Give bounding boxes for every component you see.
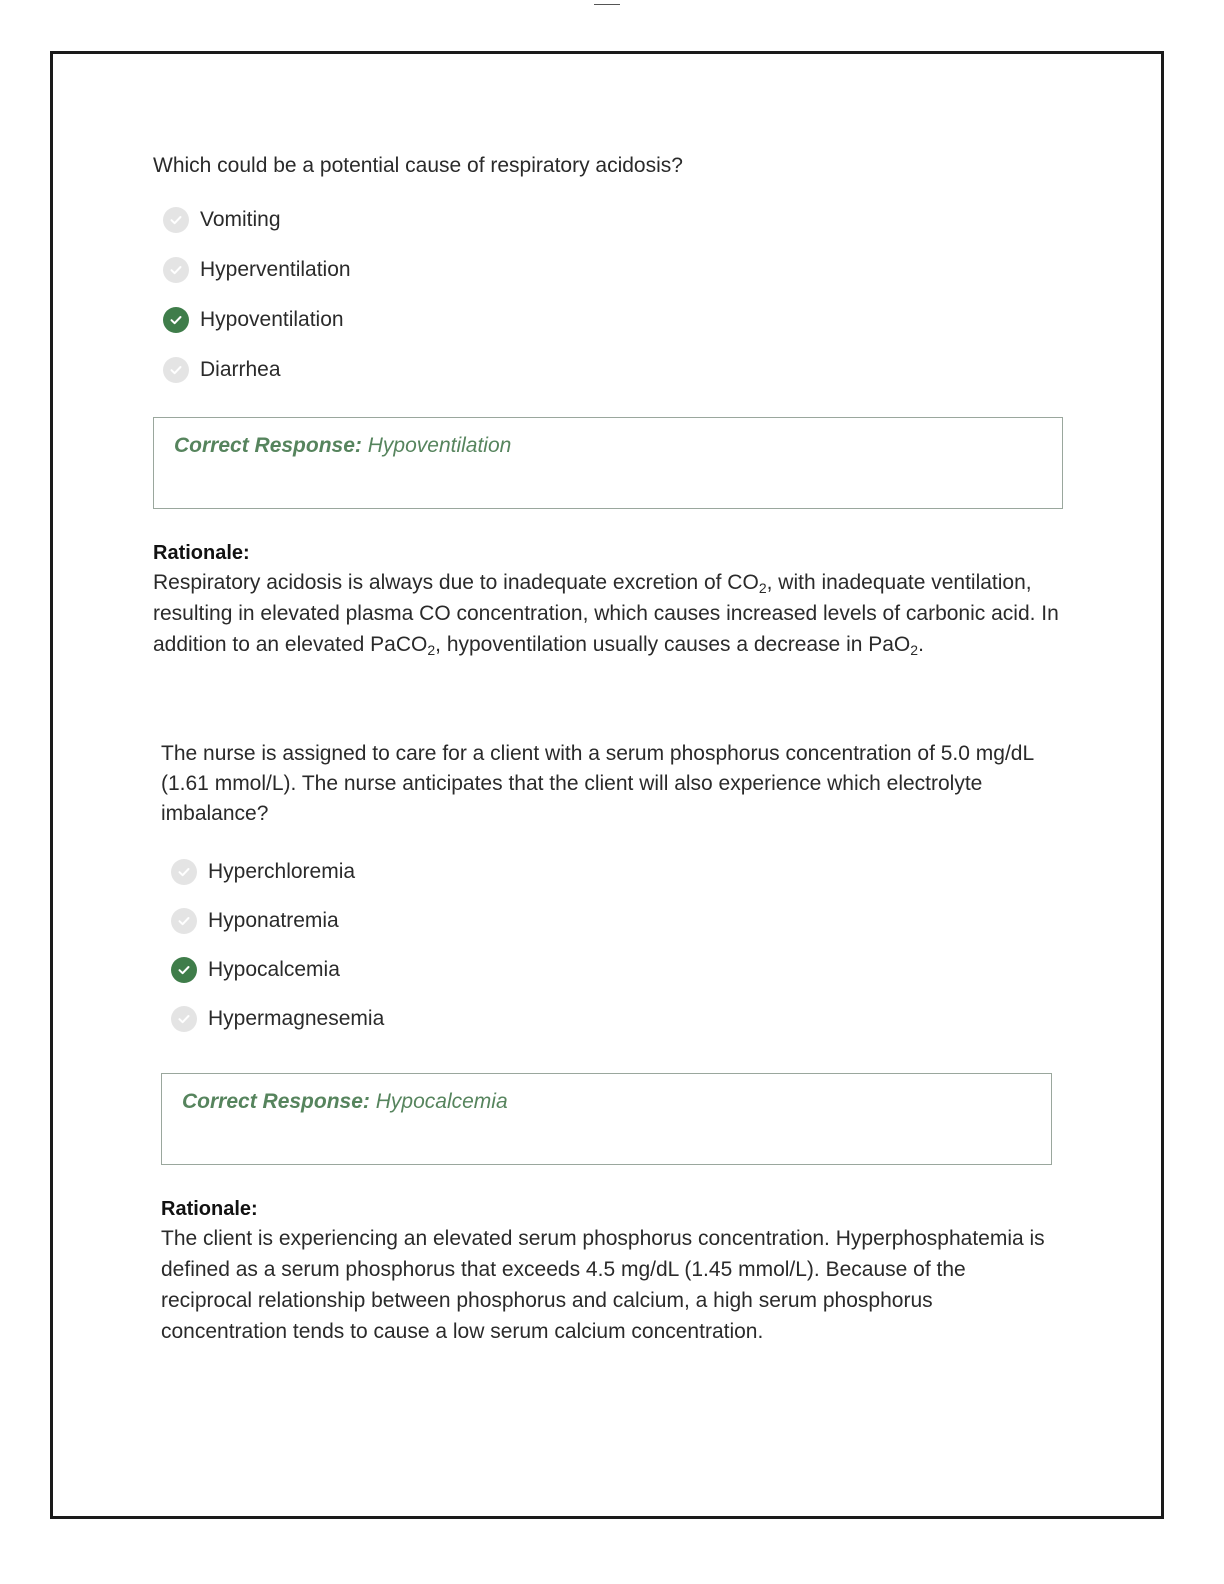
option-label: Hyponatremia	[208, 908, 339, 932]
empty-radio-icon[interactable]	[171, 908, 197, 934]
option-label: Hyperventilation	[200, 258, 351, 281]
question-block-1	[153, 151, 1083, 660]
rationale-text: The client is experiencing an elevated serum phosphorus concentration. Hyperphosphatemia is defined as a serum phosphorus that exceeds 4.5 mg/dL (1.45 mmol/L). Because of the reciprocal relationship between phosphorus and calcium, a high serum phosphorus concentration tends to cause a low serum calcium concentration.	[161, 1227, 1045, 1343]
option-label: Hypoventilation	[200, 308, 344, 331]
answer-option-selected[interactable]	[153, 295, 1083, 345]
answer-option[interactable]	[161, 896, 1061, 945]
rationale-part: .	[918, 633, 924, 656]
answer-option[interactable]	[161, 994, 1061, 1043]
option-label: Diarrhea	[200, 358, 281, 381]
correct-response-box	[153, 417, 1063, 509]
answer-option[interactable]	[153, 195, 1083, 245]
rationale-heading: Rationale:	[161, 1198, 258, 1220]
question-text: The nurse is assigned to care for a client with a serum phosphorus concentration of 5.0 mg/dL (1.61 mmol/L). The nurse anticipates that the client will also experience which electrolyte imbalance?	[161, 742, 1034, 825]
correct-response-label: Correct Response:	[182, 1090, 370, 1113]
empty-radio-icon[interactable]	[171, 1006, 197, 1032]
subscript: 2	[910, 642, 919, 658]
subscript: 2	[758, 580, 767, 596]
correct-response-box	[161, 1073, 1052, 1165]
correct-response-answer: Hypocalcemia	[375, 1090, 508, 1113]
check-circle-icon[interactable]	[171, 957, 197, 983]
option-label: Hyperchloremia	[208, 859, 356, 883]
answer-options	[161, 847, 1061, 1043]
rationale-part: Respiratory acidosis is always due to inadequate excretion of CO	[153, 571, 759, 594]
question-block-2	[161, 739, 1061, 1347]
rationale-part: , hypoventilation usually causes a decrease in PaO	[435, 633, 911, 656]
check-circle-icon[interactable]	[163, 307, 189, 333]
header-mark	[594, 4, 620, 5]
answer-option[interactable]	[153, 345, 1083, 395]
option-label: Vomiting	[200, 208, 281, 231]
rationale-part: , with inadequate ventilation, resulting in elevated plasma CO concentration, which causes increased levels of carbonic acid. In addition to an elevated PaCO	[153, 571, 1059, 656]
answer-option-selected[interactable]	[161, 945, 1061, 994]
rationale-text	[153, 567, 1063, 660]
answer-option[interactable]	[161, 847, 1061, 896]
rationale-heading: Rationale:	[153, 542, 250, 564]
empty-radio-icon[interactable]	[163, 357, 189, 383]
question-text: Which could be a potential cause of respiratory acidosis?	[153, 154, 683, 177]
empty-radio-icon[interactable]	[163, 257, 189, 283]
answer-options	[153, 195, 1083, 395]
subscript: 2	[427, 642, 436, 658]
empty-radio-icon[interactable]	[171, 859, 197, 885]
answer-option[interactable]	[153, 245, 1083, 295]
empty-radio-icon[interactable]	[163, 207, 189, 233]
option-label: Hypocalcemia	[208, 957, 340, 981]
correct-response-answer: Hypoventilation	[367, 434, 512, 457]
option-label: Hypermagnesemia	[208, 1006, 385, 1030]
correct-response-label: Correct Response:	[174, 434, 362, 457]
